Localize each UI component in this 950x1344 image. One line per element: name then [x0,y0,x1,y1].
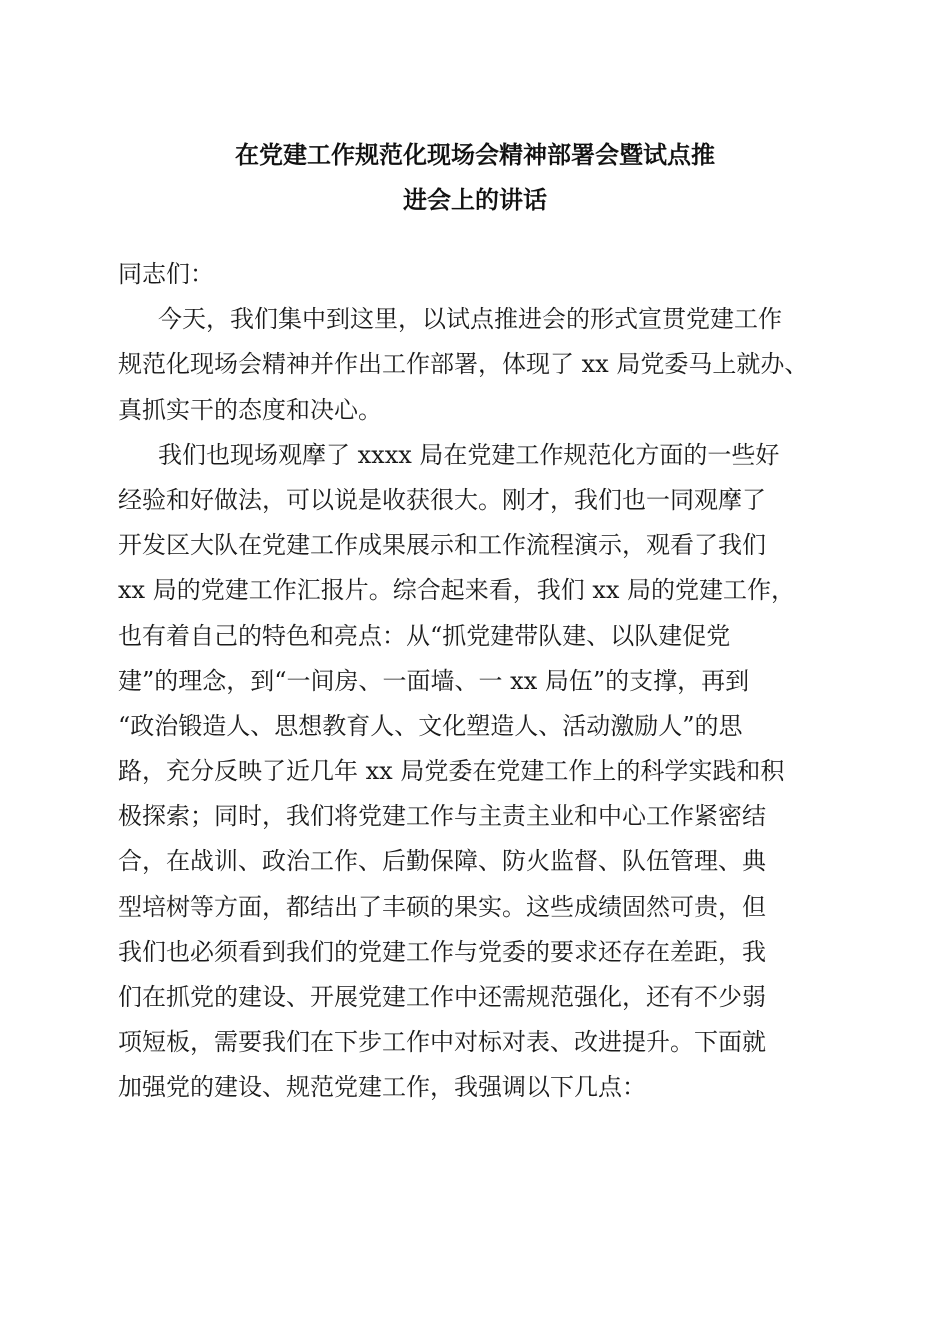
paragraph-line: 我们也必须看到我们的党建工作与党委的要求还存在差距，我 [118,937,766,966]
paragraph-line: 真抓实干的态度和决心。 [118,395,382,424]
paragraph-line: “政治锻造人、思想教育人、文化塑造人、活动激励人”的思 [118,711,743,740]
paragraph-line: 我们也现场观摩了 xxxx 局在党建工作规范化方面的一些好 [158,440,780,469]
paragraph-line: 经验和好做法，可以说是收获很大。刚才，我们也一同观摩了 [118,485,766,514]
paragraph-line: 也有着自己的特色和亮点：从“抓党建带队建、以队建促党 [118,621,731,650]
paragraph-line: 开发区大队在党建工作成果展示和工作流程演示，观看了我们 [118,531,766,560]
paragraph-line: 极探索；同时，我们将党建工作与主责主业和中心工作紧密结 [118,802,766,831]
paragraph-line: 规范化现场会精神并作出工作部署，体现了 xx 局党委马上就办、 [118,350,809,379]
paragraph-line: 建”的理念，到“一间房、一面墙、一 xx 局伍”的支撑，再到 [118,666,750,695]
paragraph-line: 加强党的建设、规范党建工作，我强调以下几点： [118,1073,646,1102]
salutation: 同志们： [118,260,214,288]
paragraph [118,433,838,1111]
paragraph-line: 合，在战训、政治工作、后勤保障、防火监督、队伍管理、典 [118,847,766,876]
paragraph-line: 今天，我们集中到这里，以试点推进会的形式宣贯党建工作 [158,305,782,334]
paragraph-line: 项短板，需要我们在下步工作中对标对表、改进提升。下面就 [118,1028,766,1057]
paragraph [118,297,838,433]
paragraph-line: xx 局的党建工作汇报片。综合起来看，我们 xx 局的党建工作， [118,576,796,605]
title-line: 在党建工作规范化现场会精神部署会暨试点推 [235,140,715,169]
document-title [100,132,850,222]
paragraph-line: 型培树等方面，都结出了丰硕的果实。这些成绩固然可贵，但 [118,892,766,921]
paragraph-line: 路，充分反映了近几年 xx 局党委在党建工作上的科学实践和积 [118,757,785,786]
title-line: 进会上的讲话 [403,185,547,215]
paragraph-line: 们在抓党的建设、开展党建工作中还需规范强化，还有不少弱 [118,983,766,1011]
document-body [118,252,838,1111]
